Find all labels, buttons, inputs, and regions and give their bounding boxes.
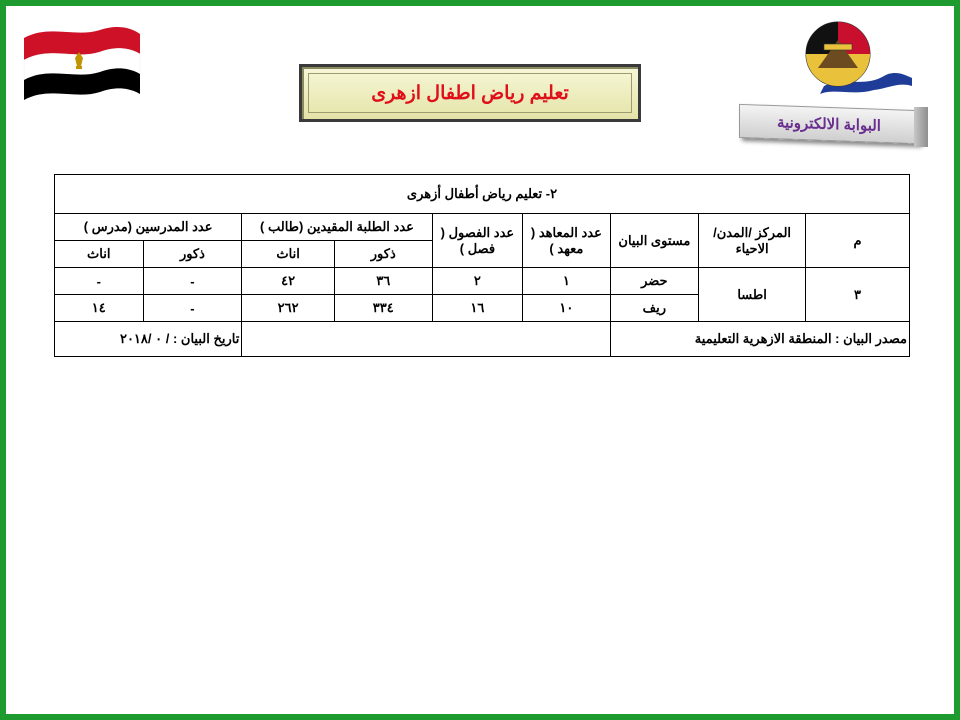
governorate-logo-icon	[794, 16, 914, 102]
cell-institutes: ١٠	[523, 295, 610, 322]
header-classes: عدد الفصول ( فصل )	[432, 214, 523, 268]
cell-students-males: ٣٣٤	[334, 295, 432, 322]
cell-classes: ٢	[432, 268, 523, 295]
cell-m: ٣	[806, 268, 910, 322]
cell-teachers-males: -	[143, 295, 242, 322]
header-teachers: عدد المدرسين (مدرس )	[55, 214, 242, 241]
cell-teachers-females: -	[55, 268, 144, 295]
header-level: مستوى البيان	[610, 214, 698, 268]
header-teachers-females: اناث	[55, 241, 144, 268]
empty-cell	[242, 322, 610, 357]
cell-level: حضر	[610, 268, 698, 295]
page-title-box	[299, 64, 641, 122]
page-title: تعليم رياض اطفال ازهرى	[371, 82, 569, 104]
header-students-females: اناث	[242, 241, 335, 268]
kindergarten-table	[54, 174, 910, 357]
header-students: عدد الطلبة المقيدين (طالب )	[242, 214, 432, 241]
cell-center: اطسا	[699, 268, 806, 322]
cell-level: ريف	[610, 295, 698, 322]
cell-students-females: ٤٢	[242, 268, 335, 295]
e-portal-banner[interactable]	[739, 104, 919, 144]
header-students-males: ذكور	[334, 241, 432, 268]
cell-classes: ١٦	[432, 295, 523, 322]
cell-teachers-females: ١٤	[55, 295, 144, 322]
cell-institutes: ١	[523, 268, 610, 295]
data-date: تاريخ البيان : / ٠ /٢٠١٨	[55, 322, 242, 357]
data-source: مصدر البيان : المنطقة الازهرية التعليمية	[610, 322, 909, 357]
header-m: م	[806, 214, 910, 268]
egypt-flag-icon	[20, 18, 144, 104]
table-caption: ٢- تعليم رياض أطفال أزهرى	[55, 175, 910, 214]
cell-teachers-males: -	[143, 268, 242, 295]
header-center: المركز /المدن/الاحياء	[699, 214, 806, 268]
header-teachers-males: ذكور	[143, 241, 242, 268]
portal-banner-side	[914, 107, 928, 147]
portal-label: البوابة الالكترونية	[777, 114, 881, 135]
cell-students-females: ٢٦٢	[242, 295, 335, 322]
table-row	[55, 268, 910, 295]
header-institutes: عدد المعاهد ( معهد )	[523, 214, 610, 268]
cell-students-males: ٣٦	[334, 268, 432, 295]
